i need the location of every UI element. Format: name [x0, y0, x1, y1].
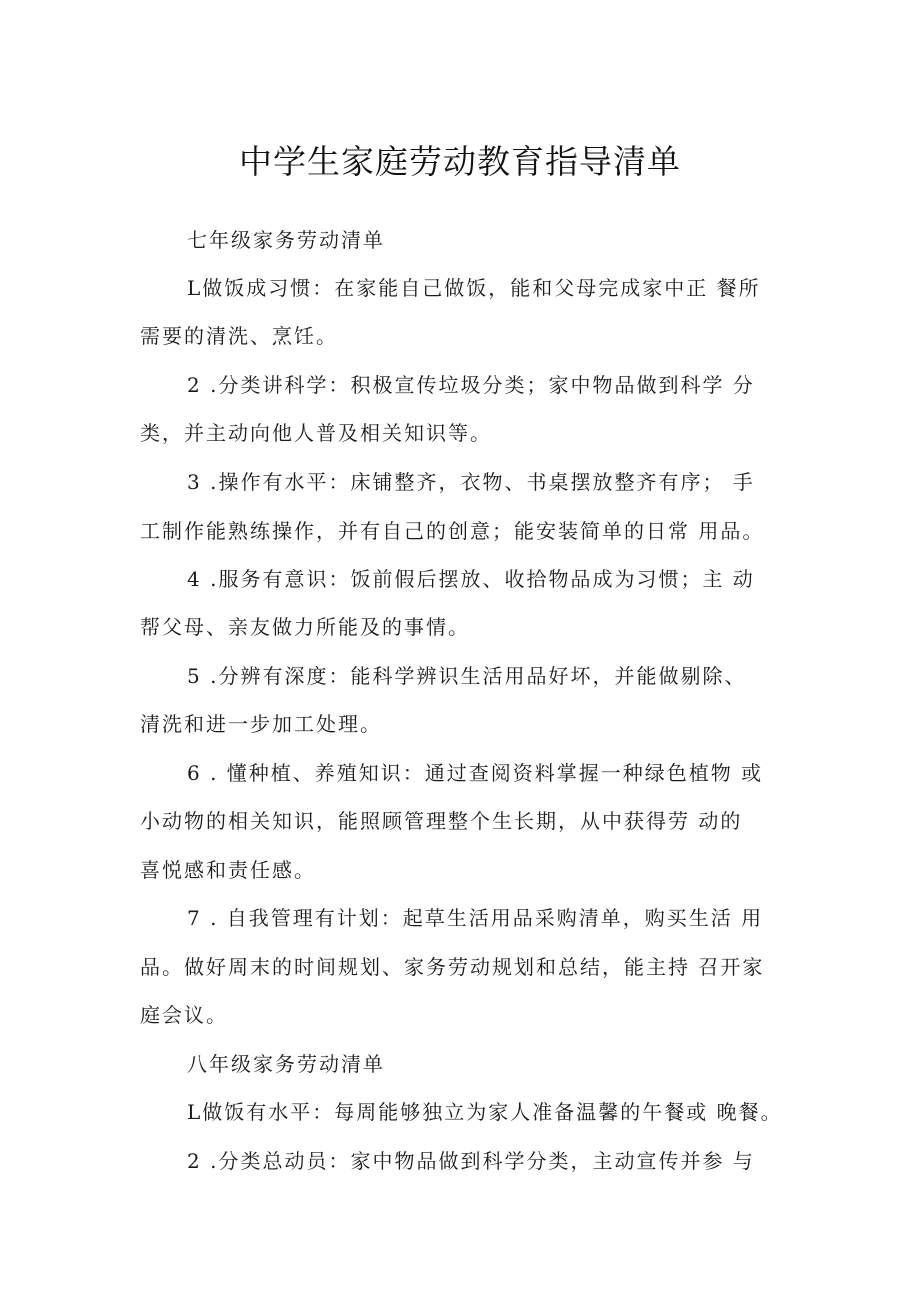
paragraph-line: 清洗和进一步加工处理。: [140, 712, 382, 736]
paragraph-line: 需要的清洗、烹饪。: [140, 324, 338, 348]
section-heading-grade7: 七年级家务劳动清单: [187, 228, 385, 252]
paragraph-line: 3 .操作有水平：床铺整齐，衣物、书桌摆放整齐有序； 手: [187, 470, 755, 494]
paragraph-line: 5 .分辨有深度：能科学辨识生活用品好坏，并能做剔除、: [187, 664, 747, 688]
paragraph-line: 6 . 懂种植、养殖知识：通过查阅资料掌握一种绿色植物 或: [187, 761, 764, 785]
paragraph-line: 7 . 自我管理有计划：起草生活用品采购清单，购买生活 用: [187, 906, 764, 930]
paragraph-line: 喜悦感和责任感。: [140, 858, 316, 882]
paragraph-line: L做饭有水平：每周能够独立为家人准备温馨的午餐或 晚餐。: [187, 1100, 783, 1124]
paragraph-line: 小动物的相关知识，能照顾管理整个生长期，从中获得劳 动的: [140, 809, 743, 833]
section-heading-grade8: 八年级家务劳动清单: [187, 1052, 385, 1076]
paragraph-line: 庭会议。: [140, 1003, 228, 1027]
document-title: 中学生家庭劳动教育指导清单: [239, 142, 681, 181]
paragraph-line: 工制作能熟练操作，并有自己的创意；能安装简单的日常 用品。: [140, 519, 765, 543]
paragraph-line: L做饭成习惯：在家能自己做饭，能和父母完成家中正 餐所: [187, 276, 761, 300]
paragraph-line: 品。做好周末的时间规划、家务劳动规划和总结，能主持 召开家: [140, 955, 765, 979]
paragraph-line: 2 .分类总动员：家中物品做到科学分类，主动宣传并参 与: [187, 1149, 755, 1173]
paragraph-line: 帮父母、亲友做力所能及的事情。: [140, 615, 470, 639]
paragraph-line: 4 .服务有意识：饭前假后摆放、收拾物品成为习惯；主 动: [187, 567, 755, 591]
paragraph-line: 类，并主动向他人普及相关知识等。: [140, 421, 492, 445]
paragraph-line: 2 .分类讲科学：积极宣传垃圾分类；家中物品做到科学 分: [187, 373, 755, 397]
